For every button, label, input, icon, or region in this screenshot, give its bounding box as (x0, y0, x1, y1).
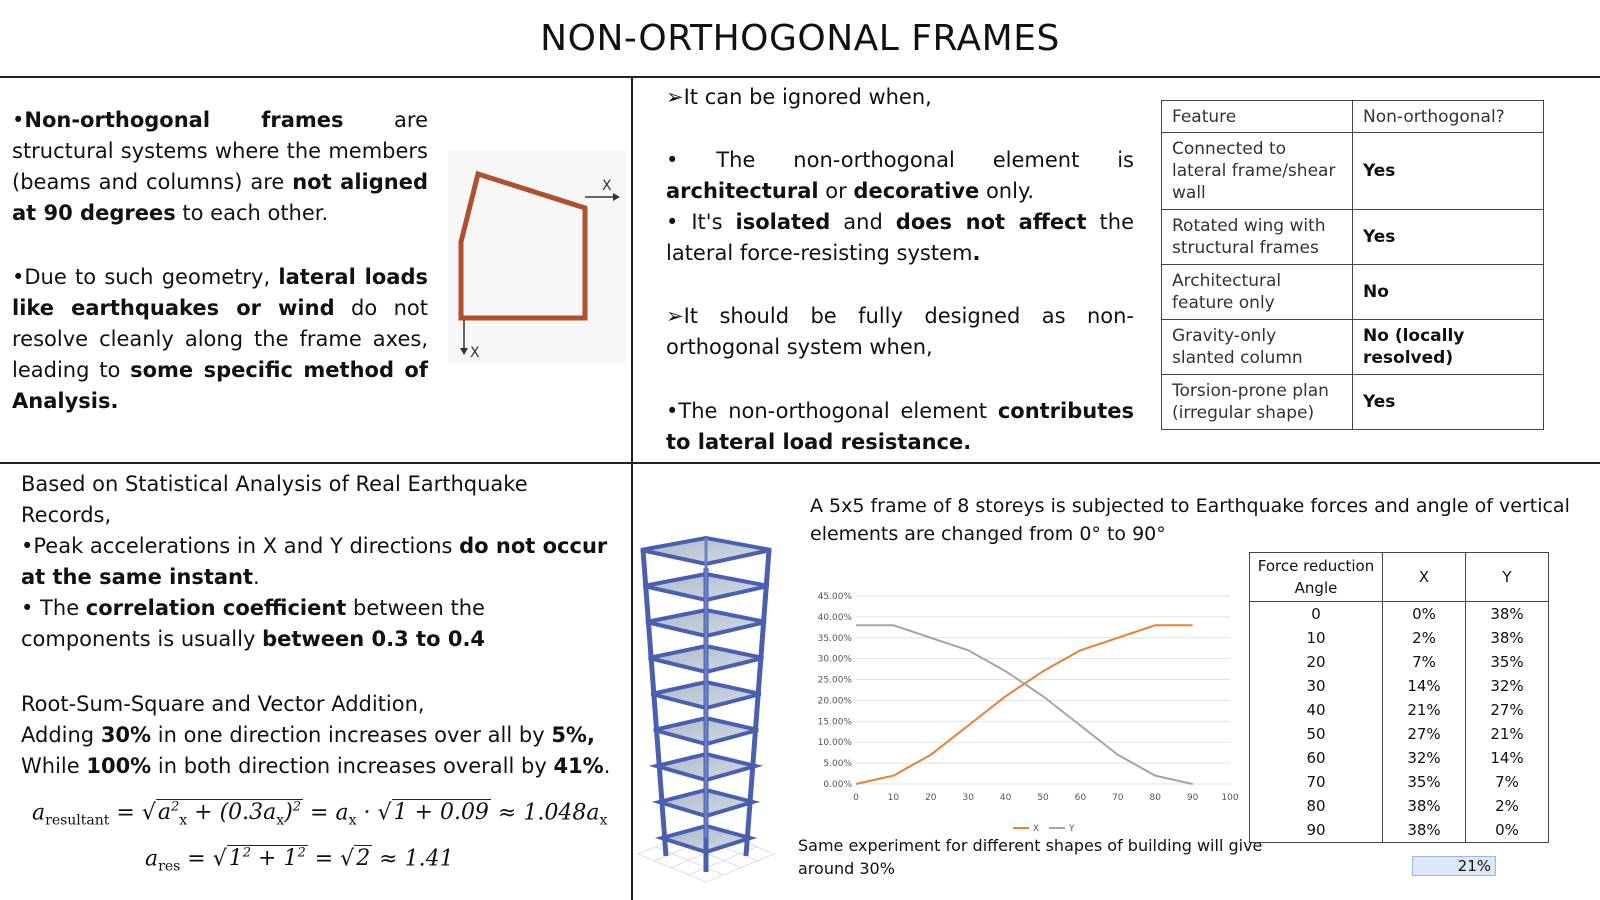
force-reduction-table (1249, 552, 1549, 843)
angle-cell: 10 (1250, 626, 1383, 650)
table-row (1162, 133, 1544, 210)
table-row (1162, 265, 1544, 320)
angle-cell: 80 (1250, 794, 1383, 818)
table-header-row (1162, 101, 1544, 133)
table-row (1250, 626, 1549, 650)
y-cell: 2% (1466, 794, 1549, 818)
x-cell: 35% (1383, 770, 1466, 794)
angle-cell: 0 (1250, 602, 1383, 627)
x-cell: 0% (1383, 602, 1466, 627)
table-row (1162, 210, 1544, 265)
angle-cell: 20 (1250, 650, 1383, 674)
table-row (1250, 746, 1549, 770)
y-cell: 14% (1466, 746, 1549, 770)
divider-middle (0, 462, 1600, 464)
feature-table (1161, 100, 1544, 430)
y-tick-label: 40.00% (817, 612, 852, 623)
x-cell: 27% (1383, 722, 1466, 746)
value-cell: Yes (1353, 375, 1544, 430)
angle-cell: 70 (1250, 770, 1383, 794)
x-tick-label: 30 (962, 793, 974, 803)
feature-cell: Rotated wing with structural frames (1162, 210, 1353, 265)
experiment-note: Same experiment for different shapes of building will give around 30% (798, 836, 1263, 878)
header-y: Y (1466, 553, 1549, 602)
x-cell: 38% (1383, 794, 1466, 818)
header-angle: Force reduction Angle (1250, 553, 1383, 602)
y-tick-label: 20.00% (817, 696, 852, 707)
feature-cell: Connected to lateral frame/shear wall (1162, 133, 1353, 210)
table-row (1250, 602, 1549, 627)
feature-cell: Torsion-prone plan (irregular shape) (1162, 375, 1353, 430)
table-row (1250, 818, 1549, 843)
divider-top (0, 76, 1600, 78)
table-row (1250, 650, 1549, 674)
x-tick-label: 50 (1037, 793, 1049, 803)
value-cell: Yes (1353, 133, 1544, 210)
x-tick-label: 20 (925, 793, 937, 803)
table-row (1250, 698, 1549, 722)
average-cell: 21% (1412, 856, 1496, 876)
table-header-row (1250, 553, 1549, 602)
y-cell: 38% (1466, 626, 1549, 650)
design-list: •The non-orthogonal element contributes to lateral load resistance. (666, 399, 1134, 454)
y-cell: 35% (1466, 650, 1549, 674)
angle-cell: 90 (1250, 818, 1383, 843)
page-title: NON-ORTHOGONAL FRAMES (540, 18, 1060, 59)
angle-cell: 50 (1250, 722, 1383, 746)
angle-cell: 30 (1250, 674, 1383, 698)
header-feature: Feature (1162, 101, 1353, 133)
legend-label: Y (1069, 824, 1075, 834)
value-cell: Yes (1353, 210, 1544, 265)
design-heading: ➢It should be fully designed as non-orthogonal system when, (666, 304, 1134, 359)
ignore-heading: ➢It can be ignored when, (666, 85, 932, 109)
force-table-body (1250, 602, 1549, 843)
y-tick-label: 30.00% (817, 654, 852, 665)
x-cell: 14% (1383, 674, 1466, 698)
geometry-paragraph: •Due to such geometry, lateral loads like earthquakes or wind do not resolve cleanly along the frame axes, leading to some specific method of Analysis. (12, 265, 429, 413)
series-line-y (856, 625, 1193, 784)
table-row (1162, 320, 1544, 375)
y-tick-label: 5.00% (823, 759, 852, 770)
x-tick-label: 70 (1112, 793, 1124, 803)
angle-cell: 40 (1250, 698, 1383, 722)
x-tick-label: 80 (1149, 793, 1161, 803)
chart-svg (817, 586, 1254, 846)
y-cell: 32% (1466, 674, 1549, 698)
force-reduction-chart (817, 586, 1254, 846)
equation-resultant: $a_{resultant} = √a^2_x + (0.3a_x)^2 = a_x \cdot √1 + 0.09 \approx 1.048a_x$ (32, 800, 608, 829)
table-row (1162, 375, 1544, 430)
table-row (1250, 674, 1549, 698)
feature-cell: Gravity-only slanted column (1162, 320, 1353, 375)
y-tick-label: 15.00% (817, 717, 852, 728)
y-tick-label: 0.00% (823, 780, 852, 790)
y-tick-label: 35.00% (817, 633, 852, 644)
x-tick-label: 0 (853, 793, 859, 803)
y-cell: 7% (1466, 770, 1549, 794)
building-3d-model (636, 536, 776, 886)
x-tick-label: 40 (999, 793, 1012, 803)
table-row (1250, 770, 1549, 794)
divider-vertical (631, 76, 633, 900)
x-tick-label: 10 (887, 793, 900, 803)
x-tick-label: 90 (1186, 793, 1199, 803)
x-cell: 32% (1383, 746, 1466, 770)
frame-plan-figure (448, 150, 626, 365)
y-cell: 27% (1466, 698, 1549, 722)
series-line-x (856, 625, 1193, 784)
value-cell: No (locally resolved) (1353, 320, 1544, 375)
y-tick-label: 45.00% (817, 592, 852, 602)
y-cell: 0% (1466, 818, 1549, 843)
x-cell: 7% (1383, 650, 1466, 674)
value-cell: No (1353, 265, 1544, 320)
axis-x-label-bottom: X (470, 345, 480, 361)
header-x: X (1383, 553, 1466, 602)
y-tick-label: 10.00% (817, 738, 852, 749)
ignore-list: • The non-orthogonal element is architectural or decorative only. • It's isolated and does not affect the lateral force-resisting system. (666, 148, 1135, 265)
y-tick-label: 25.00% (817, 675, 852, 686)
x-tick-label: 60 (1074, 793, 1087, 803)
table-row (1250, 794, 1549, 818)
y-cell: 21% (1466, 722, 1549, 746)
x-tick-label: 100 (1221, 793, 1239, 803)
table-row (1250, 722, 1549, 746)
axis-x-label-top: X (602, 178, 612, 194)
y-cell: 38% (1466, 602, 1549, 627)
rss-paragraph: Root-Sum-Square and Vector Addition, Adding 30% in one direction increases over all by 5%, While 100% in both direction increases overall by 41%. (21, 692, 611, 778)
angle-cell: 60 (1250, 746, 1383, 770)
legend-label: X (1033, 824, 1040, 834)
header-non-orthogonal: Non-orthogonal? (1353, 101, 1544, 133)
x-cell: 38% (1383, 818, 1466, 843)
x-cell: 21% (1383, 698, 1466, 722)
equation-res: $a_{res} = √1^2 + 1^2 = √2 \approx 1.41$ (145, 846, 454, 875)
x-cell: 2% (1383, 626, 1466, 650)
feature-cell: Architectural feature only (1162, 265, 1353, 320)
statistical-paragraph: Based on Statistical Analysis of Real Earthquake Records, •Peak accelerations in X and Y directions do not occur at the same instant. • The correlation coefficient between the components is usually between 0.3 to 0.4 (21, 472, 608, 651)
experiment-description: A 5x5 frame of 8 storeys is subjected to Earthquake forces and angle of vertical elements are changed from 0° to 90° (810, 495, 1570, 545)
intro-paragraph: •Non-orthogonal frames are structural systems where the members (beams and columns) are not aligned at 90 degrees to each other. (12, 108, 428, 225)
